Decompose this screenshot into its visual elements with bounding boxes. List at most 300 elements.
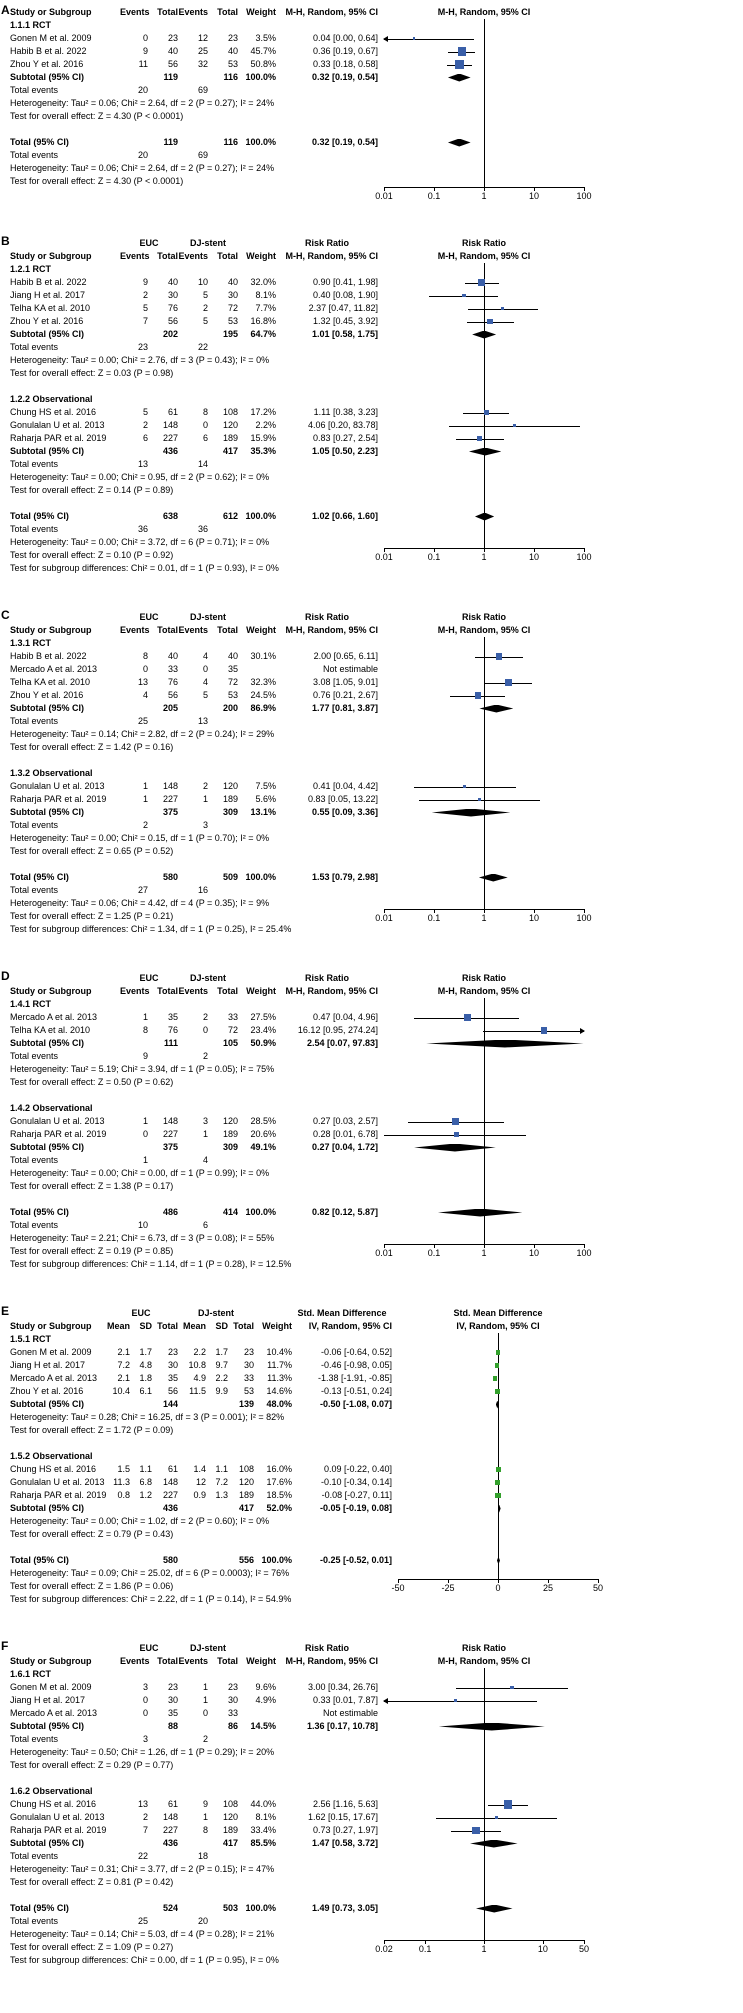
row-spacer bbox=[0, 1437, 743, 1450]
effect-square-marker bbox=[496, 653, 503, 660]
plot-method-header: M-H, Random, 95% CI bbox=[437, 7, 531, 17]
row-study bbox=[0, 1463, 743, 1476]
summary-diamond bbox=[426, 1040, 583, 1048]
row-spacer bbox=[0, 380, 743, 393]
stats-note: Heterogeneity: Tau² = 0.09; Chi² = 25.02, df = 6 (P = 0.0003); I² = 76% bbox=[10, 1568, 290, 1578]
axis-tick-label: 1 bbox=[481, 551, 487, 562]
cell-sd1: 1.1 bbox=[139, 1464, 152, 1474]
cell-study: Telha KA et al. 2010 bbox=[10, 1025, 91, 1035]
cell-ci: -0.06 [-0.64, 0.52] bbox=[320, 1347, 392, 1357]
cell-weight: 20.6% bbox=[250, 1129, 276, 1139]
cell-e1: 9 bbox=[142, 46, 148, 56]
group1-label: EUC bbox=[139, 1643, 159, 1653]
effect-square-marker bbox=[541, 1027, 547, 1033]
cell-study: Gonulalan U et al. 2013 bbox=[10, 781, 105, 791]
plot-method-header: M-H, Random, 95% CI bbox=[437, 1656, 531, 1666]
cell-weight: 64.7% bbox=[250, 329, 276, 339]
total-events-label: Total events bbox=[10, 716, 59, 726]
row-study bbox=[0, 1372, 743, 1385]
panel-letter-B: B bbox=[1, 234, 10, 248]
forest-panel-C bbox=[0, 608, 743, 936]
cell-t2: 120 bbox=[238, 1477, 254, 1487]
cell-t2: 33 bbox=[227, 1708, 238, 1718]
summary-label: Subtotal (95% CI) bbox=[10, 1142, 85, 1152]
colheader-study: Study or Subgroup bbox=[10, 625, 92, 635]
effect-square-marker bbox=[413, 37, 416, 40]
cell-sd1: 1.2 bbox=[139, 1490, 152, 1500]
axis-tick-label: 1 bbox=[481, 912, 487, 923]
summary-label: Subtotal (95% CI) bbox=[10, 1838, 85, 1848]
summary-diamond bbox=[469, 448, 501, 456]
effect-square-marker bbox=[504, 1800, 512, 1808]
cell-t1: 88 bbox=[167, 1721, 178, 1731]
stats-note: Test for overall effect: Z = 1.38 (P = 0.17) bbox=[10, 1181, 174, 1191]
row-note bbox=[0, 897, 743, 910]
cell-t2: 139 bbox=[238, 1399, 254, 1409]
stats-note: Test for overall effect: Z = 1.86 (P = 0.06) bbox=[10, 1581, 174, 1591]
colheader-m2: Mean bbox=[182, 1321, 206, 1331]
row-note bbox=[0, 1593, 743, 1606]
cell-study: Chung HS et al. 2016 bbox=[10, 1799, 97, 1809]
cell-e1: 9 bbox=[142, 1051, 148, 1061]
cell-m1: 10.4 bbox=[112, 1386, 130, 1396]
subgroup-title: 1.1.1 RCT bbox=[10, 20, 52, 30]
row-study bbox=[0, 58, 743, 71]
forest-panel-A bbox=[0, 3, 743, 201]
cell-study: Gonulalan U et al. 2013 bbox=[10, 1116, 105, 1126]
row-note bbox=[0, 1876, 743, 1889]
row-total bbox=[0, 510, 743, 523]
effect-square-marker bbox=[484, 410, 489, 415]
cell-weight: 27.5% bbox=[250, 1012, 276, 1022]
cell-t1: 227 bbox=[162, 433, 178, 443]
subgroup-title: 1.6.2 Observational bbox=[10, 1786, 93, 1796]
cell-e1: 10 bbox=[137, 1220, 148, 1230]
axis-tick-label: 50 bbox=[592, 1582, 603, 1593]
cell-t1: 23 bbox=[167, 33, 178, 43]
cell-e1: 5 bbox=[142, 303, 148, 313]
cell-weight: 15.9% bbox=[250, 433, 276, 443]
row-study bbox=[0, 419, 743, 432]
row-subgroup bbox=[0, 1333, 743, 1346]
cell-ci: 0.09 [-0.22, 0.40] bbox=[323, 1464, 392, 1474]
cell-ci: 0.33 [0.18, 0.58] bbox=[312, 59, 378, 69]
axis-tick-label: 0.01 bbox=[375, 190, 393, 201]
summary-diamond bbox=[432, 809, 511, 817]
row-note bbox=[0, 1180, 743, 1193]
cell-t2: 108 bbox=[222, 407, 238, 417]
cell-sd2: 9.9 bbox=[215, 1386, 228, 1396]
axis-tick-label: 0.1 bbox=[427, 551, 441, 562]
row-subgroup bbox=[0, 1785, 743, 1798]
cell-weight: 45.7% bbox=[250, 46, 276, 56]
cell-e2: 22 bbox=[197, 342, 208, 352]
row-spacer bbox=[0, 1541, 743, 1554]
cell-ci: 0.83 [0.27, 2.54] bbox=[312, 433, 378, 443]
colheader-t1: Total bbox=[157, 251, 178, 261]
stats-note: Test for overall effect: Z = 0.79 (P = 0.43) bbox=[10, 1529, 174, 1539]
cell-sd2: 9.7 bbox=[215, 1360, 228, 1370]
cell-weight: 5.6% bbox=[255, 794, 276, 804]
ci-line bbox=[483, 1031, 584, 1032]
cell-m2: 1.4 bbox=[193, 1464, 206, 1474]
row-groupheader bbox=[0, 237, 743, 250]
cell-t2: 30 bbox=[243, 1360, 254, 1370]
effect-square-marker bbox=[463, 785, 466, 788]
total-events-label: Total events bbox=[10, 885, 59, 895]
row-colheader bbox=[0, 1320, 743, 1333]
cell-e1: 0 bbox=[142, 1695, 148, 1705]
axis-tick-label: 10 bbox=[528, 551, 539, 562]
cell-t1: 40 bbox=[167, 651, 178, 661]
colheader-weight: Weight bbox=[246, 251, 276, 261]
row-groupheader bbox=[0, 1642, 743, 1655]
cell-ci: 1.36 [0.17, 10.78] bbox=[306, 1721, 378, 1731]
cell-study: Gonulalan U et al. 2013 bbox=[10, 420, 105, 430]
stats-note: Test for overall effect: Z = 1.25 (P = 0.21) bbox=[10, 911, 174, 921]
ci-line bbox=[384, 1701, 537, 1702]
cell-t1: 148 bbox=[162, 420, 178, 430]
cell-weight: 4.9% bbox=[255, 1695, 276, 1705]
cell-t2: 72 bbox=[227, 677, 238, 687]
cell-m2: 0.9 bbox=[193, 1490, 206, 1500]
axis-tick-label: 0.1 bbox=[427, 912, 441, 923]
null-line bbox=[484, 19, 485, 187]
cell-study: Jiang H et al. 2017 bbox=[10, 1360, 86, 1370]
cell-e1: 7 bbox=[142, 1825, 148, 1835]
cell-ci: -0.08 [-0.27, 0.11] bbox=[321, 1490, 392, 1500]
cell-e2: 14 bbox=[197, 459, 208, 469]
summary-label: Subtotal (95% CI) bbox=[10, 446, 85, 456]
effect-square-marker bbox=[495, 1480, 500, 1485]
cell-t2: 40 bbox=[227, 651, 238, 661]
row-study bbox=[0, 1011, 743, 1024]
row-groupheader bbox=[0, 972, 743, 985]
axis-tick-label: 0.1 bbox=[427, 1247, 441, 1258]
cell-e1: 7 bbox=[142, 316, 148, 326]
cell-e1: 11 bbox=[138, 59, 148, 69]
cell-e2: 5 bbox=[202, 290, 208, 300]
axis-tick-label: 10 bbox=[528, 912, 539, 923]
effect-square-marker bbox=[487, 319, 492, 324]
cell-t1: 375 bbox=[162, 1142, 178, 1152]
cell-ci: 0.32 [0.19, 0.54] bbox=[311, 72, 378, 82]
cell-weight: 8.1% bbox=[255, 1812, 276, 1822]
summary-label: Subtotal (95% CI) bbox=[10, 329, 85, 339]
colheader-study: Study or Subgroup bbox=[10, 251, 92, 261]
total-events-label: Total events bbox=[10, 1734, 59, 1744]
subgroup-title: 1.5.1 RCT bbox=[10, 1334, 52, 1344]
row-study bbox=[0, 315, 743, 328]
summary-label: Subtotal (95% CI) bbox=[10, 807, 85, 817]
effect-square-marker bbox=[510, 1686, 514, 1690]
colheader-t2: Total bbox=[217, 251, 238, 261]
summary-label: Subtotal (95% CI) bbox=[10, 1399, 85, 1409]
cell-t1: 148 bbox=[162, 1116, 178, 1126]
group2-label: DJ-stent bbox=[197, 1308, 234, 1318]
row-note bbox=[0, 484, 743, 497]
row-note bbox=[0, 1863, 743, 1876]
panel-letter-E: E bbox=[1, 1304, 10, 1318]
row-study bbox=[0, 689, 743, 702]
row-totalevents bbox=[0, 1850, 743, 1863]
colheader-study: Study or Subgroup bbox=[10, 986, 92, 996]
cell-t2: 200 bbox=[222, 703, 238, 713]
cell-t2: 189 bbox=[222, 433, 238, 443]
total-events-label: Total events bbox=[10, 1916, 59, 1926]
plot-area-C bbox=[375, 611, 592, 936]
subgroup-title: 1.3.2 Observational bbox=[10, 768, 93, 778]
cell-m1: 11.3 bbox=[113, 1477, 130, 1487]
row-groupheader bbox=[0, 1307, 743, 1320]
row-totalevents bbox=[0, 1219, 743, 1232]
cell-t2: 509 bbox=[222, 872, 238, 882]
cell-e2: 18 bbox=[197, 1851, 208, 1861]
subgroup-title: 1.2.1 RCT bbox=[10, 264, 52, 274]
cell-t2: 108 bbox=[238, 1464, 254, 1474]
cell-m1: 2.1 bbox=[117, 1373, 130, 1383]
cell-t1: 202 bbox=[162, 329, 178, 339]
total-events-label: Total events bbox=[10, 342, 59, 352]
row-note bbox=[0, 832, 743, 845]
effect-label: Risk Ratio bbox=[304, 612, 349, 622]
cell-ci: 1.02 [0.66, 1.60] bbox=[311, 511, 378, 521]
cell-weight: 16.8% bbox=[250, 316, 276, 326]
subgroup-title: 1.4.2 Observational bbox=[10, 1103, 93, 1113]
summary-label: Total (95% CI) bbox=[10, 137, 69, 147]
cell-ci: 2.56 [1.16, 5.63] bbox=[312, 1799, 378, 1809]
cell-ci: 0.04 [0.00, 0.64] bbox=[312, 33, 378, 43]
cell-e1: 22 bbox=[137, 1851, 148, 1861]
cell-t1: 61 bbox=[167, 1799, 178, 1809]
cell-e2: 36 bbox=[197, 524, 208, 534]
cell-ci: 0.36 [0.19, 0.67] bbox=[312, 46, 378, 56]
cell-ci: -0.46 [-0.98, 0.05] bbox=[320, 1360, 392, 1370]
axis-tick-label: 0.01 bbox=[375, 912, 393, 923]
effect-square-marker bbox=[501, 307, 504, 310]
summary-diamond bbox=[448, 139, 471, 147]
cell-t1: 148 bbox=[162, 1477, 178, 1487]
effect-square-marker bbox=[458, 47, 466, 55]
cell-ci: 0.83 [0.05, 13.22] bbox=[307, 794, 378, 804]
cell-weight: 52.0% bbox=[266, 1503, 292, 1513]
colheader-weight: Weight bbox=[246, 1656, 276, 1666]
cell-study: Raharja PAR et al. 2019 bbox=[10, 794, 107, 804]
cell-e1: 5 bbox=[142, 407, 148, 417]
row-subgroup bbox=[0, 19, 743, 32]
stats-note: Test for overall effect: Z = 1.72 (P = 0.09) bbox=[10, 1425, 174, 1435]
cell-m1: 1.5 bbox=[117, 1464, 130, 1474]
cell-ci: 0.27 [0.03, 2.57] bbox=[312, 1116, 378, 1126]
summary-label: Subtotal (95% CI) bbox=[10, 703, 85, 713]
cell-e2: 69 bbox=[197, 85, 208, 95]
cell-e2: 0 bbox=[202, 420, 208, 430]
cell-t2: 53 bbox=[227, 316, 238, 326]
cell-t1: 56 bbox=[167, 59, 178, 69]
cell-e1: 27 bbox=[137, 885, 148, 895]
cell-t1: 227 bbox=[162, 1490, 178, 1500]
cell-weight: 24.5% bbox=[250, 690, 276, 700]
cell-weight: 3.5% bbox=[255, 33, 276, 43]
colheader-e2: Events bbox=[178, 1656, 208, 1666]
colheader-weight: Weight bbox=[246, 7, 276, 17]
cell-e2: 0 bbox=[202, 664, 208, 674]
summary-label: Total (95% CI) bbox=[10, 1207, 69, 1217]
stats-note: Heterogeneity: Tau² = 0.00; Chi² = 3.72, df = 6 (P = 0.71); I² = 0% bbox=[10, 537, 270, 547]
cell-e2: 1 bbox=[202, 1682, 208, 1692]
cell-e1: 8 bbox=[142, 651, 148, 661]
row-study bbox=[0, 32, 743, 45]
row-study bbox=[0, 1346, 743, 1359]
cell-e2: 16 bbox=[197, 885, 208, 895]
group1-label: EUC bbox=[131, 1308, 151, 1318]
total-events-label: Total events bbox=[10, 1155, 59, 1165]
row-note bbox=[0, 1258, 743, 1271]
row-note bbox=[0, 1515, 743, 1528]
effect-square-marker bbox=[472, 1827, 479, 1834]
stats-note: Test for overall effect: Z = 0.10 (P = 0.92) bbox=[10, 550, 174, 560]
cell-weight: 85.5% bbox=[250, 1838, 276, 1848]
cell-study: Chung HS et al. 2016 bbox=[10, 407, 97, 417]
cell-m1: 0.8 bbox=[117, 1490, 130, 1500]
plot-effect-header: Risk Ratio bbox=[461, 973, 506, 983]
row-subtotal bbox=[0, 1502, 743, 1515]
cell-ci: 0.41 [0.04, 4.42] bbox=[312, 781, 378, 791]
colheader-t1: Total bbox=[157, 1321, 178, 1331]
cell-study: Telha KA et al. 2010 bbox=[10, 677, 91, 687]
cell-e2: 0 bbox=[202, 1708, 208, 1718]
effect-square-marker bbox=[496, 1350, 500, 1354]
subgroup-title: 1.2.2 Observational bbox=[10, 394, 93, 404]
cell-t1: 524 bbox=[162, 1903, 178, 1913]
panel-letter-C: C bbox=[1, 608, 10, 622]
cell-e2: 2 bbox=[202, 781, 208, 791]
cell-e2: 6 bbox=[202, 433, 208, 443]
row-note bbox=[0, 471, 743, 484]
cell-t2: 40 bbox=[227, 277, 238, 287]
row-colheader bbox=[0, 250, 743, 263]
forest-panel-B bbox=[0, 234, 743, 575]
row-study bbox=[0, 1824, 743, 1837]
row-note bbox=[0, 1567, 743, 1580]
cell-t1: 119 bbox=[163, 137, 178, 147]
cell-t1: 61 bbox=[167, 407, 178, 417]
cell-t2: 120 bbox=[222, 1812, 238, 1822]
cell-study: Mercado A et al. 2013 bbox=[10, 1708, 98, 1718]
stats-note: Heterogeneity: Tau² = 0.14; Chi² = 5.03, df = 4 (P = 0.28); I² = 21% bbox=[10, 1929, 275, 1939]
cell-weight: 13.1% bbox=[250, 807, 276, 817]
effect-square-marker bbox=[495, 1363, 499, 1367]
cell-t2: 72 bbox=[227, 303, 238, 313]
cell-t1: 144 bbox=[162, 1399, 178, 1409]
cell-t1: 35 bbox=[167, 1373, 178, 1383]
cell-t1: 23 bbox=[167, 1347, 178, 1357]
cell-e2: 25 bbox=[197, 46, 208, 56]
colheader-ci: M-H, Random, 95% CI bbox=[285, 7, 378, 17]
colheader-e2: Events bbox=[178, 986, 208, 996]
cell-weight: 49.1% bbox=[250, 1142, 276, 1152]
cell-study: Gonen M et al. 2009 bbox=[10, 1682, 92, 1692]
cell-t2: 116 bbox=[223, 137, 238, 147]
row-note bbox=[0, 741, 743, 754]
row-subgroup bbox=[0, 1102, 743, 1115]
plot-method-header: M-H, Random, 95% CI bbox=[437, 251, 531, 261]
row-subgroup bbox=[0, 1450, 743, 1463]
summary-diamond bbox=[472, 331, 496, 339]
cell-t2: 72 bbox=[227, 1025, 238, 1035]
cell-ci: Not estimable bbox=[322, 664, 378, 674]
colheader-ci: M-H, Random, 95% CI bbox=[285, 986, 378, 996]
cell-ci: 0.40 [0.08, 1.90] bbox=[312, 290, 378, 300]
cell-e2: 12 bbox=[197, 33, 208, 43]
cell-weight: 7.5% bbox=[255, 781, 276, 791]
ci-arrow-right bbox=[580, 1028, 585, 1034]
cell-study: Telha KA et al. 2010 bbox=[10, 303, 91, 313]
colheader-t1: Total bbox=[157, 7, 178, 17]
cell-t2: 309 bbox=[222, 1142, 238, 1152]
plot-effect-header: Std. Mean Difference bbox=[453, 1308, 543, 1318]
cell-e2: 9 bbox=[202, 1799, 208, 1809]
effect-label: Risk Ratio bbox=[304, 238, 349, 248]
stats-note: Test for overall effect: Z = 4.30 (P < 0.0001) bbox=[10, 176, 184, 186]
colheader-t1: Total bbox=[157, 625, 178, 635]
cell-t2: 417 bbox=[238, 1503, 254, 1513]
total-events-label: Total events bbox=[10, 1051, 59, 1061]
group2-label: DJ-stent bbox=[189, 973, 226, 983]
cell-t1: 148 bbox=[162, 1812, 178, 1822]
effect-square-marker bbox=[475, 692, 481, 698]
stats-note: Heterogeneity: Tau² = 2.21; Chi² = 6.73, df = 3 (P = 0.08); I² = 55% bbox=[10, 1233, 275, 1243]
forest-panel-D bbox=[0, 969, 743, 1271]
cell-e2: 2 bbox=[202, 303, 208, 313]
effect-label: Risk Ratio bbox=[304, 1643, 349, 1653]
cell-e1: 2 bbox=[142, 290, 148, 300]
plot-method-header: IV, Random, 95% CI bbox=[456, 1321, 540, 1331]
cell-t1: 35 bbox=[167, 1012, 178, 1022]
total-events-label: Total events bbox=[10, 524, 59, 534]
row-totalevents bbox=[0, 715, 743, 728]
row-totalevents bbox=[0, 819, 743, 832]
cell-e2: 2 bbox=[202, 1051, 208, 1061]
row-note bbox=[0, 562, 743, 575]
cell-weight: 8.1% bbox=[255, 290, 276, 300]
colheader-t2: Total bbox=[217, 625, 238, 635]
cell-ci: -0.50 [-1.08, 0.07] bbox=[319, 1399, 392, 1409]
null-line bbox=[484, 1668, 485, 1940]
cell-t2: 53 bbox=[227, 59, 238, 69]
cell-t2: 33 bbox=[227, 1012, 238, 1022]
plot-area-D bbox=[375, 972, 592, 1271]
effect-square-marker bbox=[495, 1389, 500, 1394]
cell-t1: 30 bbox=[167, 1360, 178, 1370]
cell-t1: 436 bbox=[162, 1503, 178, 1513]
row-totalevents bbox=[0, 149, 743, 162]
row-spacer bbox=[0, 123, 743, 136]
summary-label: Total (95% CI) bbox=[10, 1903, 69, 1913]
effect-square-marker bbox=[454, 1132, 460, 1138]
row-study bbox=[0, 793, 743, 806]
ci-arrow-left bbox=[383, 1698, 388, 1704]
cell-t1: 227 bbox=[162, 794, 178, 804]
row-note bbox=[0, 1076, 743, 1089]
colheader-t2: Total bbox=[217, 1656, 238, 1666]
axis-tick-label: -25 bbox=[441, 1582, 455, 1593]
summary-diamond bbox=[470, 1840, 518, 1848]
cell-t1: 56 bbox=[167, 1386, 178, 1396]
cell-study: Zhou Y et al. 2016 bbox=[10, 316, 84, 326]
cell-weight: 100.0% bbox=[245, 872, 276, 882]
cell-study: Jiang H et al. 2017 bbox=[10, 1695, 86, 1705]
